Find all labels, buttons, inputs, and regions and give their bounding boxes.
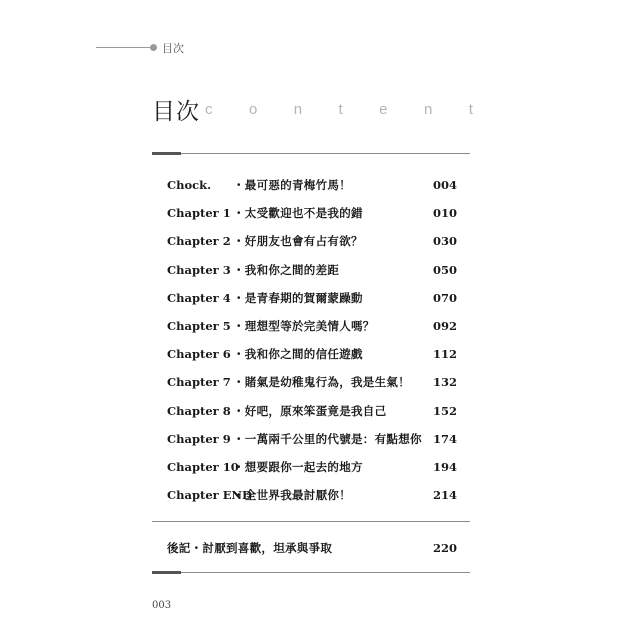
toc-title: ・理想型等於完美情人嗎？ xyxy=(233,319,375,334)
toc-chapter: Chapter 1 xyxy=(167,206,231,221)
title-letter: n xyxy=(293,101,303,118)
toc-chapter: Chapter 4 xyxy=(167,290,231,305)
title-letter: c xyxy=(205,101,213,118)
page-number: 003 xyxy=(152,600,172,611)
bottom-divider-accent xyxy=(152,571,181,574)
title-letter: e xyxy=(379,101,388,118)
toc-chapter: Chapter 8 xyxy=(167,403,231,418)
toc-page: 214 xyxy=(432,488,457,503)
title-letter: o xyxy=(248,101,258,118)
top-divider xyxy=(152,153,470,154)
toc-title: ・太受歡迎也不是我的錯 xyxy=(233,206,363,221)
toc-page: 004 xyxy=(432,178,457,193)
afterword-page: 220 xyxy=(432,541,457,555)
toc-row[interactable] xyxy=(167,368,457,396)
table-of-contents xyxy=(167,171,457,509)
toc-row[interactable] xyxy=(167,453,457,481)
page-title-english xyxy=(205,101,473,118)
toc-row[interactable] xyxy=(167,312,457,340)
page-title: 目次 xyxy=(152,99,200,125)
toc-row[interactable] xyxy=(167,481,457,509)
title-letter: t xyxy=(338,101,343,118)
toc-chapter: Chock. xyxy=(167,178,212,193)
toc-title: ・一萬兩千公里的代號是：有點想你 xyxy=(233,431,422,446)
toc-title: ・賭氣是幼稚鬼行為，我是生氣！ xyxy=(233,375,410,390)
toc-title: ・想要跟你一起去的地方 xyxy=(233,459,363,474)
toc-title: ・全世界我最討厭你！ xyxy=(233,488,351,503)
toc-chapter: Chapter 2 xyxy=(167,234,231,249)
toc-title: ・我和你之間的信任遊戲 xyxy=(233,347,363,362)
middle-divider xyxy=(152,521,470,522)
toc-page: 112 xyxy=(432,347,457,362)
toc-page: 050 xyxy=(432,262,457,277)
toc-chapter: Chapter 6 xyxy=(167,347,231,362)
toc-title: ・是青春期的賀爾蒙躁動 xyxy=(233,290,363,305)
toc-row[interactable] xyxy=(167,340,457,368)
toc-page: 132 xyxy=(432,375,457,390)
toc-row[interactable] xyxy=(167,425,457,453)
toc-page: 194 xyxy=(432,459,457,474)
toc-chapter: Chapter 7 xyxy=(167,375,231,390)
afterword-title: 後記・討厭到喜歡，坦承與爭取 xyxy=(167,541,333,555)
toc-row[interactable] xyxy=(167,256,457,284)
toc-title: ・好朋友也會有占有欲？ xyxy=(233,234,363,249)
toc-row[interactable] xyxy=(167,284,457,312)
toc-afterword-row[interactable] xyxy=(167,540,457,556)
toc-title: ・好吧，原來笨蛋竟是我自己 xyxy=(233,403,387,418)
toc-chapter: Chapter 5 xyxy=(167,319,231,334)
toc-title: ・我和你之間的差距 xyxy=(233,262,340,277)
header-dot-icon xyxy=(150,44,157,51)
header-label: 目次 xyxy=(162,42,184,55)
toc-row[interactable] xyxy=(167,199,457,227)
bottom-divider xyxy=(152,572,470,573)
toc-row[interactable] xyxy=(167,227,457,255)
title-letter: n xyxy=(423,101,433,118)
toc-chapter: Chapter 3 xyxy=(167,262,231,277)
toc-page: 174 xyxy=(432,431,457,446)
toc-page: 030 xyxy=(432,234,457,249)
toc-chapter: Chapter END xyxy=(167,488,252,503)
toc-page: 152 xyxy=(432,403,457,418)
toc-chapter: Chapter 10 xyxy=(167,459,239,474)
toc-chapter: Chapter 9 xyxy=(167,431,231,446)
toc-row[interactable] xyxy=(167,171,457,199)
header-rule xyxy=(96,47,150,48)
toc-title: ・最可惡的青梅竹馬！ xyxy=(233,178,351,193)
toc-row[interactable] xyxy=(167,397,457,425)
toc-page: 010 xyxy=(432,206,457,221)
top-divider-accent xyxy=(152,152,181,155)
toc-page: 092 xyxy=(432,319,457,334)
toc-page: 070 xyxy=(432,290,457,305)
title-letter: t xyxy=(468,101,473,118)
